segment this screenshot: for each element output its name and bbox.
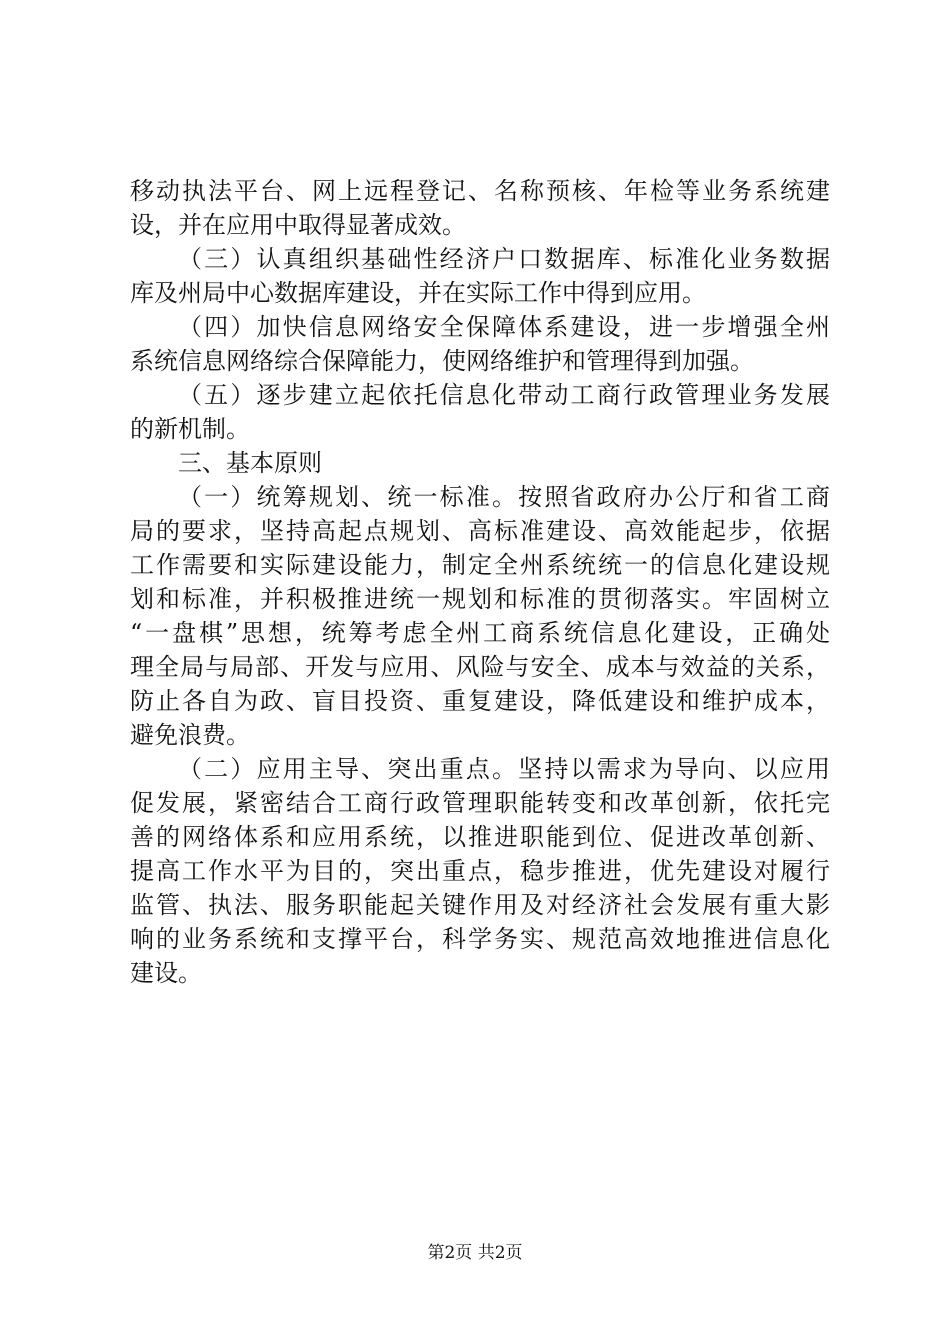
text-line: （一）统筹规划、统一标准。按照省政府办公厅和省工商 xyxy=(178,483,830,511)
text-line: （五）逐步建立起依托信息化带动工商行政管理业务发展 xyxy=(178,381,830,409)
text-line: 设，并在应用中取得显著成效。 xyxy=(130,211,466,239)
text-line: （三）认真组织基础性经济户口数据库、标准化业务数据 xyxy=(178,245,830,273)
text-line: 提高工作水平为目的，突出重点，稳步推进，优先建设对履行 xyxy=(130,857,830,885)
text-line: 的新机制。 xyxy=(130,415,250,443)
text-line: 监管、执法、服务职能起关键作用及对经济社会发展有重大影 xyxy=(130,891,830,919)
text-line: 工作需要和实际建设能力，制定全州系统统一的信息化建设规 xyxy=(130,551,830,579)
text-line: 善的网络体系和应用系统，以推进职能到位、促进改革创新、 xyxy=(130,823,830,851)
text-line: 防止各自为政、盲目投资、重复建设，降低建设和维护成本， xyxy=(130,687,830,715)
text-line: （四）加快信息网络安全保障体系建设，进一步增强全州 xyxy=(178,313,830,341)
section-heading: 三、基本原则 xyxy=(178,449,322,477)
page-footer: 第2页 共2页 xyxy=(427,1243,523,1263)
text-line: 避免浪费。 xyxy=(130,721,250,749)
text-line: “一盘棋”思想，统筹考虑全州工商系统信息化建设，正确处 xyxy=(130,619,830,647)
document-body xyxy=(130,174,830,990)
text-line: 理全局与局部、开发与应用、风险与安全、成本与效益的关系， xyxy=(130,653,830,681)
text-line: 响的业务系统和支撑平台，科学务实、规范高效地推进信息化 xyxy=(130,925,830,953)
text-line: 库及州局中心数据库建设，并在实际工作中得到应用。 xyxy=(130,279,706,307)
text-line: 系统信息网络综合保障能力，使网络维护和管理得到加强。 xyxy=(130,347,754,375)
text-line: 局的要求，坚持高起点规划、高标准建设、高效能起步，依据 xyxy=(130,517,830,545)
text-line: 建设。 xyxy=(130,959,202,987)
text-line: 促发展，紧密结合工商行政管理职能转变和改革创新，依托完 xyxy=(130,789,830,817)
text-line: 划和标准，并积极推进统一规划和标准的贯彻落实。牢固树立 xyxy=(130,585,830,613)
text-line: 移动执法平台、网上远程登记、名称预核、年检等业务系统建 xyxy=(130,177,830,205)
text-line: （二）应用主导、突出重点。坚持以需求为导向、以应用 xyxy=(178,755,830,783)
